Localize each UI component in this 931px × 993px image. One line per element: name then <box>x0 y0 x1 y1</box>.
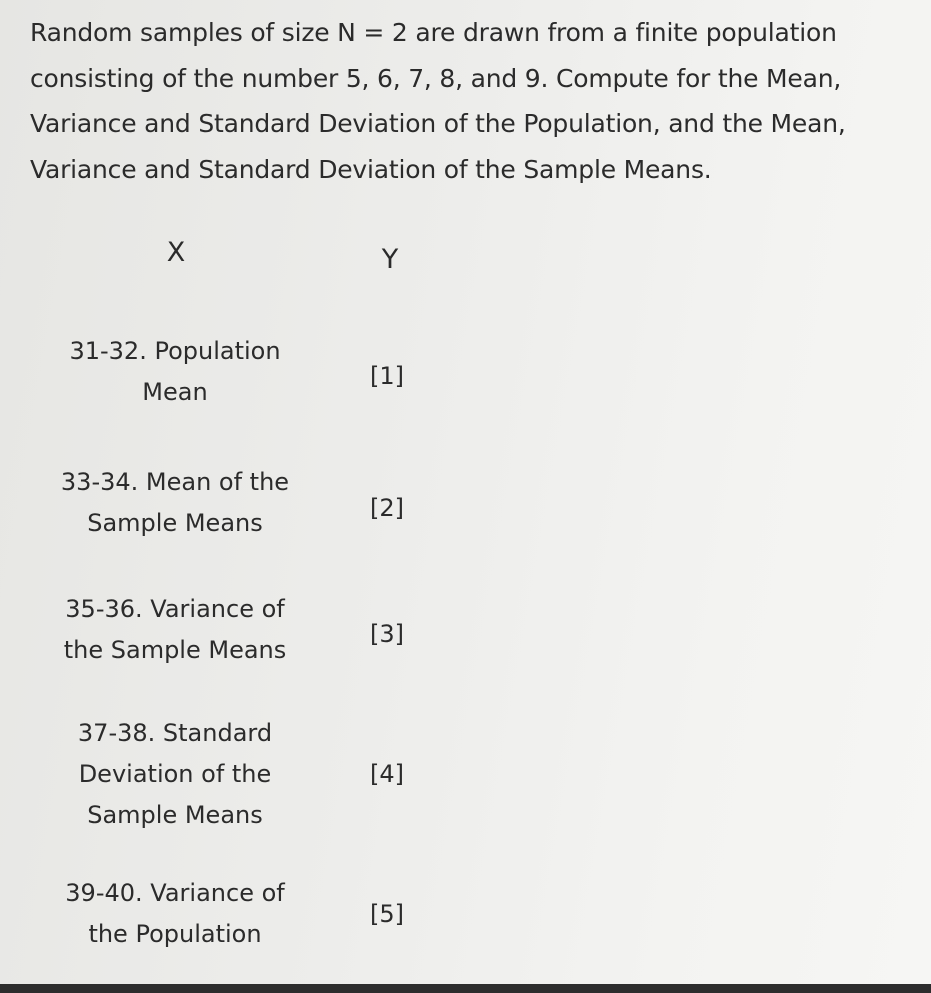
column-header-y: Y <box>381 244 399 275</box>
question-line: consisting of the number 5, 6, 7, 8, and 9. Compute for the Mean, <box>30 63 842 93</box>
row-label-line: Deviation of the <box>78 760 272 788</box>
row-label-line: 31-32. Population <box>69 337 281 365</box>
answer-blank-4[interactable]: [4] <box>370 760 404 788</box>
question-line: Variance and Standard Deviation of the Sample Means. <box>30 154 712 184</box>
screen-bezel-edge <box>0 984 931 993</box>
row-label-line: 37-38. Standard <box>77 719 273 747</box>
row-label-line: Mean <box>142 378 208 406</box>
table-row-label <box>30 462 320 544</box>
row-label-line: 35-36. Variance of <box>65 595 285 623</box>
row-label-line: the Sample Means <box>63 636 287 664</box>
row-label-line: 33-34. Mean of the <box>60 468 290 496</box>
table-row-label <box>30 713 320 836</box>
answer-blank-2[interactable]: [2] <box>370 494 404 522</box>
table-row-label <box>30 873 320 955</box>
answer-blank-5[interactable]: [5] <box>370 900 404 928</box>
row-label-line: Sample Means <box>87 801 263 829</box>
answer-blank-1[interactable]: [1] <box>370 362 404 390</box>
table-row-label <box>30 331 320 413</box>
row-label-line: the Population <box>88 920 262 948</box>
answer-blank-3[interactable]: [3] <box>370 620 404 648</box>
column-header-x: X <box>166 237 186 268</box>
question-line: Random samples of size N = 2 are drawn from a finite population <box>30 18 837 47</box>
row-label-line: Sample Means <box>87 509 263 537</box>
row-label-line: 39-40. Variance of <box>65 879 285 907</box>
table-row-label <box>30 589 320 671</box>
question-text <box>30 10 910 192</box>
question-line: Variance and Standard Deviation of the Population, and the Mean, <box>30 109 846 138</box>
